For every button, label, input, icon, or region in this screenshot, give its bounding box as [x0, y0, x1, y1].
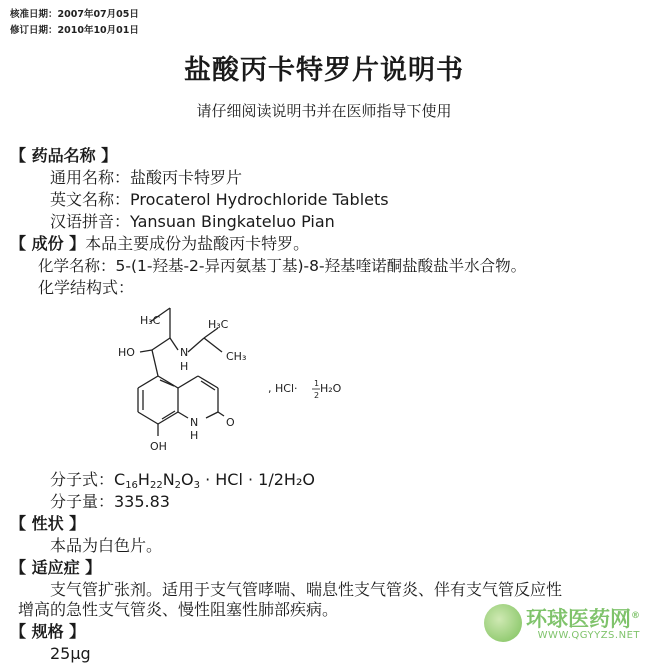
revision-date: 修订日期：2010年10月01日: [10, 25, 139, 36]
formula-o: O: [181, 470, 194, 489]
section-head-indication: 【 适应症 】: [10, 558, 102, 577]
spec-value: 25μg: [50, 644, 91, 663]
label-ch3-branch: H₃C: [208, 318, 229, 331]
formula-c-count: 16: [125, 480, 138, 491]
formula-h-count: 22: [149, 480, 163, 491]
composition-row: [10, 234, 309, 254]
molecular-weight: 分子量：335.83: [50, 492, 170, 511]
watermark-logo-icon: [484, 604, 522, 642]
watermark-registered: ®: [631, 611, 640, 621]
english-name: 英文名称：Procaterol Hydrochloride Tablets: [50, 190, 389, 209]
watermark-url: WWW.QGYYZS.NET: [537, 630, 640, 641]
description-text: 本品为白色片。: [50, 536, 163, 555]
structure-label: 化学结构式：: [38, 278, 135, 297]
label-n-amine: N: [180, 346, 189, 359]
site-watermark: [484, 604, 640, 642]
label-nh-h: H: [180, 360, 189, 373]
salt-suffix: H₂O: [320, 382, 342, 395]
indication-line-2: 增高的急性支气管炎、慢性阻塞性肺部疾病。: [18, 600, 339, 619]
label-nh-ring-h: H: [190, 429, 199, 442]
approval-date: 核准日期：2007年07月05日: [10, 9, 139, 20]
formula-c: C: [114, 470, 126, 489]
section-head-description: 【 性状 】: [10, 514, 86, 533]
salt-numerator: 1: [314, 379, 320, 388]
formula-n-count: 2: [174, 480, 182, 491]
composition-text: 本品主要成份为盐酸丙卡特罗。: [85, 234, 310, 253]
label-h3c: H₃C: [140, 314, 161, 327]
formula-n: N: [162, 470, 175, 489]
formula-prefix: 分子式：: [50, 470, 115, 489]
label-n-ring: N: [190, 416, 199, 429]
label-ch3: CH₃: [226, 350, 247, 363]
page-subtitle: 请仔细阅读说明书并在医师指导下使用: [196, 102, 452, 120]
indication-line-1: 支气管扩张剂。适用于支气管哮喘、喘息性支气管炎、伴有支气管反应性: [50, 580, 563, 599]
formula-rest: · HCl · 1/2H₂O: [200, 470, 315, 489]
salt-denominator: 2: [314, 391, 320, 400]
section-head-drug-name: 【 药品名称 】: [10, 146, 118, 165]
label-oh: OH: [150, 440, 167, 453]
section-head-composition: 【 成份 】: [10, 234, 86, 253]
salt-prefix: , HCl·: [268, 382, 298, 395]
formula-o-count: 3: [193, 480, 200, 491]
label-o: O: [226, 416, 235, 429]
section-head-spec: 【 规格 】: [10, 622, 86, 641]
chemical-name: 化学名称：5-(1-羟基-2-异丙氨基丁基)-8-羟基喹诺酮盐酸盐半水合物。: [38, 257, 527, 275]
label-ho: HO: [118, 346, 135, 359]
pinyin-name: 汉语拼音：Yansuan Bingkateluo Pian: [50, 212, 335, 231]
watermark-name: 环球医药网: [526, 607, 631, 631]
generic-name: 通用名称：盐酸丙卡特罗片: [50, 168, 243, 187]
formula-h: H: [137, 470, 150, 489]
page-title: 盐酸丙卡特罗片说明书: [184, 55, 464, 86]
chemical-structure-diagram: [100, 300, 380, 470]
